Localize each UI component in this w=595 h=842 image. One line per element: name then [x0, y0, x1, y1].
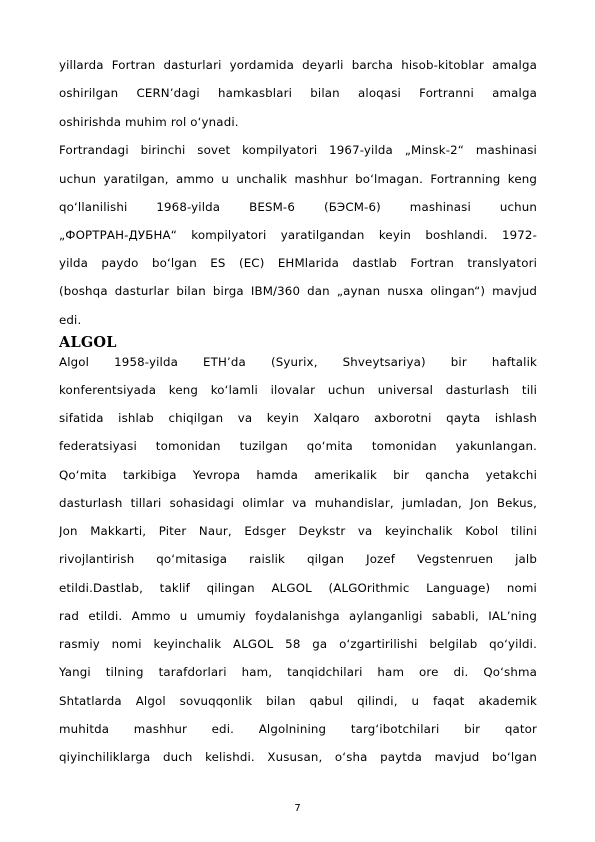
paragraph3-line-9: etildi.Dastlab, taklif qilingan ALGOL (ALGOrithmic Language) nomi [59, 581, 537, 595]
paragraph2-line-1: Fortrandagi birinchi sovet kompilyatori 1967-yilda „Minsk-2“ mashinasi [59, 143, 537, 157]
paragraph3-line-4: federatsiyasi tomonidan tuzilgan qo‘mita tomonidan yakunlangan. [59, 439, 537, 453]
paragraph3-line-11: rasmiy nomi keyinchalik ALGOL 58 ga o‘zgartirilishi belgilab qo‘yildi. [59, 637, 537, 651]
section-heading: ALGOL [59, 334, 117, 351]
paragraph3-line-12: Yangi tilning tarafdorlari ham, tanqidchilari ham ore di. Qo‘shma [59, 665, 537, 679]
paragraph2-line-6: (boshqa dasturlar bilan birga IBM/360 dan „aynan nusxa olingan“) mavjud [59, 284, 537, 298]
paragraph2-line-5: yilda paydo bo‘lgan ES (ЕС) EHMlarida dastlab Fortran translyatori [59, 256, 537, 270]
paragraph3-line-7: Jon Makkarti, Piter Naur, Edsger Deykstr va keyinchalik Kobol tilini [59, 524, 537, 538]
paragraph3-line-1: Algol 1958-yilda ETH’da (Syurix, Shveytsariya) bir haftalik [59, 355, 537, 369]
paragraph1-line-1: yillarda Fortran dasturlari yordamida deyarli barcha hisob-kitoblar amalga [59, 58, 537, 72]
paragraph3-line-15: qiyinchiliklarga duch kelishdi. Xususan, o‘sha paytda mavjud bo‘lgan [59, 750, 537, 764]
paragraph2-line-2: uchun yaratilgan, ammo u unchalik mashhur bo‘lmagan. Fortranning keng [59, 172, 537, 186]
paragraph3-line-14: muhitda mashhur edi. Algolnining targ‘ibotchilari bir qator [59, 722, 537, 736]
paragraph3-line-10: rad etildi. Ammo u umumiy foydalanishga aylanganligi sababli, IAL’ning [59, 609, 537, 623]
paragraph3-line-6: dasturlash tillari sohasidagi olimlar va muhandislar, jumladan, Jon Bekus, [59, 496, 537, 510]
page-number: 7 [294, 803, 301, 814]
paragraph2-line-4: „ФОРТРАН-ДУБНА“ kompilyatori yaratilgandan keyin boshlandi. 1972- [59, 228, 537, 242]
paragraph3-line-13: Shtatlarda Algol sovuqqonlik bilan qabul qilindi, u faqat akademik [59, 694, 537, 708]
paragraph3-line-3: sifatida ishlab chiqilgan va keyin Xalqaro axborotni qayta ishlash [59, 411, 537, 425]
paragraph1-line-2: oshirilgan CERN’dagi hamkasblari bilan aloqasi Fortranni amalga [59, 86, 537, 100]
paragraph1-line-3: oshirishda muhim rol o‘ynadi. [59, 115, 239, 129]
paragraph3-line-2: konferentsiyada keng ko‘lamli ilovalar uchun universal dasturlash tili [59, 383, 537, 397]
paragraph2-line-3: qo‘llanilishi 1968-yilda BESM-6 (БЭСМ-6) mashinasi uchun [59, 200, 537, 214]
paragraph3-line-5: Qo‘mita tarkibiga Yevropa hamda amerikalik bir qancha yetakchi [59, 468, 537, 482]
paragraph3-line-8: rivojlantirish qo‘mitasiga raislik qilgan Jozef Vegstenruen jalb [59, 552, 537, 566]
paragraph2-line-7: edi. [59, 313, 82, 327]
